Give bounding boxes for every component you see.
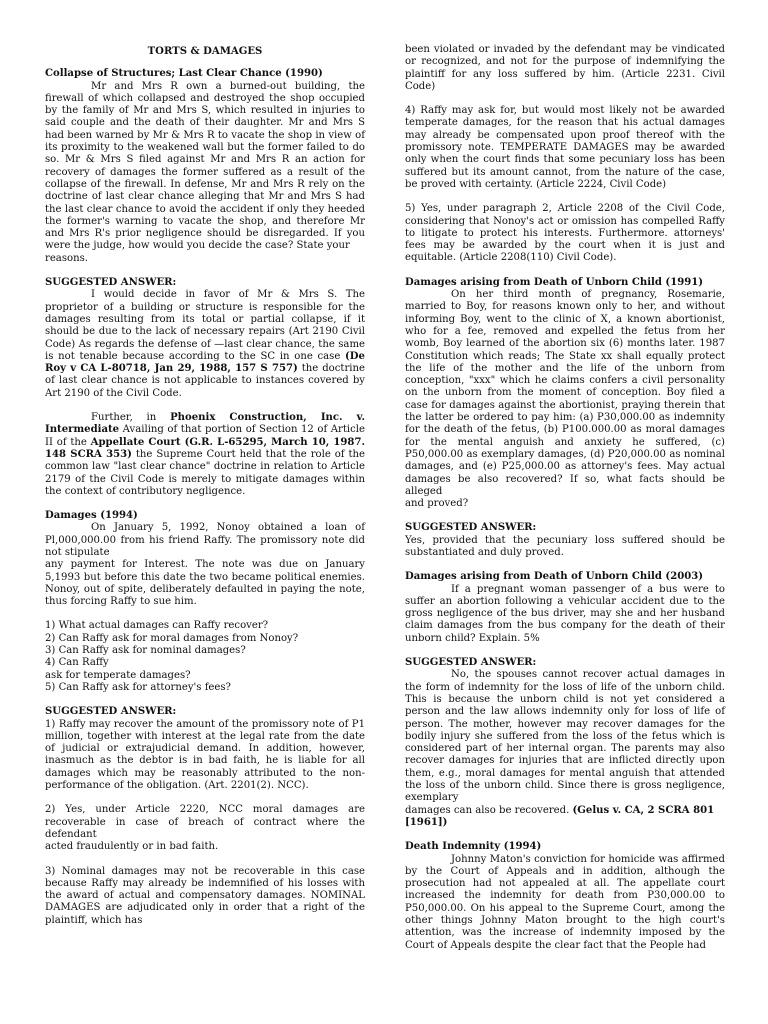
question-item: ask for temperate damages?	[45, 669, 191, 681]
suggested-answer-label: SUGGESTED ANSWER:	[405, 657, 537, 669]
section-heading: Damages arising from Death of Unborn Child (2003)	[405, 571, 704, 583]
question-item: 5) Can Raffy ask for attorney's fees?	[45, 681, 231, 693]
question-item: 2) Can Raffy ask for moral damages from Nonoy?	[45, 632, 299, 644]
paragraph: damages can also be recovered. (Gelus v. CA, 2 SCRA 801 [1961])	[405, 804, 715, 828]
paragraph: On her third month of pregnancy, Rosemarie, married to Boy, for reasons known only to her, and without informing Boy, went to the clinic of X, a known abortionist, who for a fee, removed and expelled the fetus from her womb, Boy learned of the abortion six (6) months later. 1987 Constitution which reads; The State xx shall equally protect the life of the mother and the life of the unborn from conception, "xxx" which he claims confers a civil personality on the unborn from the moment of conception. Boy filed a case for damages against the abortionist, praying therein that the latter be ordered to pay him: (a) P30,000.00 as indemnity for the death of the fetus, (b) P100.000.00 as moral damages for the mental anguish and anxiety he suffered, (c) P50,000.00 as exemplary damages, (d) P20,000.00 as nominal damages, and (e) P25,000.00 as attorney's fees. May actual damages be also recovered? If so, what facts should be alleged	[405, 289, 725, 497]
suggested-answer-label: SUGGESTED ANSWER:	[405, 522, 537, 534]
paragraph: 2) Yes, under Article 2220, NCC moral damages are recoverable in case of breach of contract where the defendant	[45, 804, 365, 840]
paragraph: Further, in Phoenix Construction, Inc. v. Intermediate Availing of that portion of Section 12 of Article II of the Appellate Court (G.R. L-65295, March 10, 1987. 148 SCRA 353) the Supreme Court held that the role of the common law "last clear chance" doctrine in relation to Article 2179 of the Civil Code is merely to mitigate damages within the context of contributory negligence.	[45, 412, 365, 497]
question-item: 3) Can Raffy ask for nominal damages?	[45, 645, 246, 657]
paragraph: On January 5, 1992, Nonoy obtained a loan of Pl,000,000.00 from his friend Raffy. The promissory note did not stipulate	[45, 522, 365, 558]
paragraph: been violated or invaded by the defendant may be vindicated or recognized, and not for the purpose of indemnifying the plaintiff for any loss suffered by him. (Article 2231. Civil Code)	[405, 44, 725, 92]
paragraph: acted fraudulently or in bad faith.	[45, 841, 219, 853]
paragraph: I would decide in favor of Mr & Mrs S. The proprietor of a building or structure is responsible for the damages resulting from its total or partial collapse, if it should be due to the lack of necessary repairs (Art 2190 Civil Code) As regards the defense of —last clear chance, the same is not tenable because according to the SC in one case (De Roy v CA L-80718, Jan 29, 1988, 157 S 757) the doctrine of last clear chance is not applicable to instances covered by Art 2190 of the Civil Code.	[45, 289, 365, 399]
paragraph: No, the spouses cannot recover actual damages in the form of indemnity for the loss of life of the unborn child. This is because the unborn child is not yet considered a person and the law allows indemnity only for loss of life of person. The mother, however may recover damages for the bodily injury she suffered from the loss of the fetus which is considered part of her internal organ. The parents may also recover damages for injuries that are inflicted directly upon them, e.g., moral damages for mental anguish that attended the loss of the unborn child. Since there is gross negligence, exemplary	[405, 669, 725, 804]
left-column	[45, 0, 365, 927]
paragraph: Johnny Maton's conviction for homicide was affirmed by the Court of Appeals and in addition, although the prosecution had not appealed at all. The appellate court increased the indemnity for death from P30,000.00 to P50,000.00. On his appeal to the Supreme Court, among the other things Johnny Maton brought to the high court's attention, was the increase of indemnity imposed by the Court of Appeals despite the clear fact that the People had	[405, 853, 725, 951]
question-item: 4) Can Raffy	[45, 657, 109, 669]
paragraph: If a pregnant woman passenger of a bus were to suffer an abortion following a vehicular accident due to the gross negligence of the bus driver, may she and her husband claim damages from the bus company for the death of their unborn child? Explain. 5%	[405, 583, 725, 644]
right-column	[405, 0, 725, 952]
paragraph: and proved?	[405, 498, 469, 510]
paragraph: 4) Raffy may ask for, but would most likely not be awarded temperate damages, for the reason that his actual damages may already be compensated upon proof thereof with the promissory note. TEMPERATE DAMAGES may be awarded only when the court finds that some pecuniary loss has been suffered but its amount cannot, from the nature of the case, be proved with certainty. (Article 2224, Civil Code)	[405, 105, 725, 190]
paragraph: 5) Yes, under paragraph 2, Article 2208 of the Civil Code, considering that Nonoy's act or omission has compelled Raffy to litigate to protect his interests. Furthermore. attorneys' fees may be awarded by the court when it is just and equitable. (Article 2208(110) Civil Code).	[405, 203, 725, 264]
paragraph: 3) Nominal damages may not be recoverable in this case because Raffy may already be indemnified of his losses with the award of actual and compensatory damages. NOMINAL DAMAGES are adjudicated only in order that a right of the plaintiff, which has	[45, 865, 365, 926]
section-heading: Collapse of Structures; Last Clear Chance (1990)	[45, 68, 323, 80]
section-heading: Damages (1994)	[45, 510, 138, 522]
paragraph: 1) Raffy may recover the amount of the promissory note of P1 million, together with interest at the legal rate from the date of judicial or extrajudicial demand. In addition, however, inasmuch as the debtor is in bad faith, he is liable for all damages which may be reasonably attributed to the non-performance of the obligation. (Art. 2201(2). NCC).	[45, 718, 365, 792]
question-item: 1) What actual damages can Raffy recover?	[45, 620, 269, 632]
suggested-answer-label: SUGGESTED ANSWER:	[45, 277, 177, 289]
paragraph: Mr and Mrs R own a burned-out building, the firewall of which collapsed and destroyed the shop occupied by the family of Mr and Mrs S, which resulted in injuries to said couple and the death of their daughter. Mr and Mrs S had been warned by Mr & Mrs R to vacate the shop in view of its proximity to the weakened wall but the former failed to do so. Mr & Mrs S filed against Mr and Mrs R an action for recovery of damages the former suffered as a result of the collapse of the firewall. In defense, Mr and Mrs R rely on the doctrine of last clear chance alleging that Mr and Mrs S had the last clear chance to avoid the accident if only they heeded the former's warning to vacate the shop, and therefore Mr and Mrs R's prior negligence should be disregarded. If you were the judge, how would you decide the case? State your	[45, 80, 365, 252]
paragraph: any payment for Interest. The note was due on January 5,1993 but before this date the two became political enemies. Nonoy, out of spite, deliberately defaulted in paying the note, thus forcing Raffy to sue him.	[45, 559, 365, 608]
section-heading: Death Indemnity (1994)	[405, 841, 542, 853]
paragraph: Yes, provided that the pecuniary loss suffered should be substantiated and duly proved.	[405, 534, 725, 558]
section-heading: Damages arising from Death of Unborn Child (1991)	[405, 276, 704, 288]
page-title: TORTS & DAMAGES	[147, 46, 263, 57]
suggested-answer-label: SUGGESTED ANSWER:	[45, 706, 177, 718]
paragraph: reasons.	[45, 252, 88, 264]
